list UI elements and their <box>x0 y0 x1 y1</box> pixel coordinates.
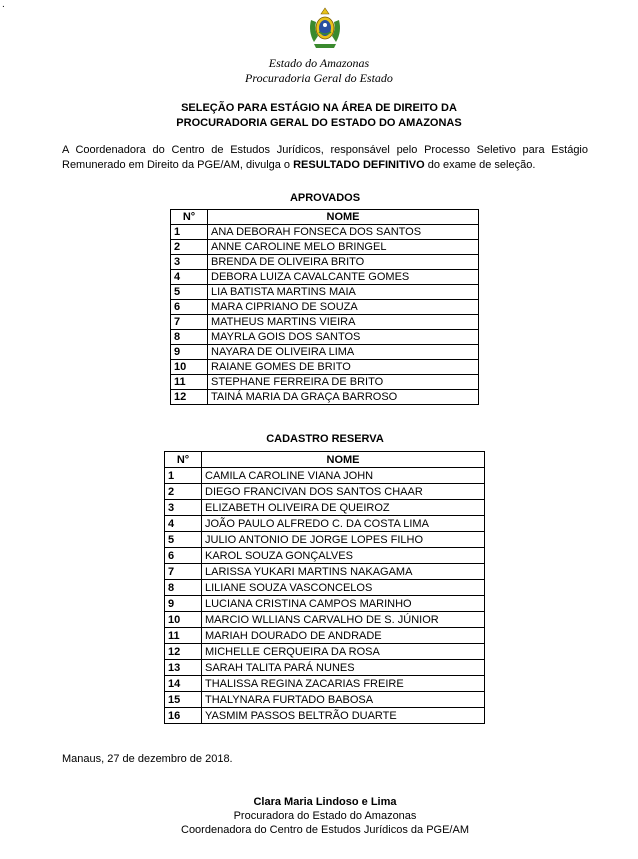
row-number: 5 <box>171 285 208 300</box>
title-line-2: PROCURADORIA GERAL DO ESTADO DO AMAZONAS <box>176 117 462 129</box>
table-row <box>165 532 485 548</box>
table-row <box>165 484 485 500</box>
row-name: LIA BATISTA MARTINS MAIA <box>208 285 479 300</box>
row-name: LILIANE SOUZA VASCONCELOS <box>202 580 485 596</box>
row-name: MARIAH DOURADO DE ANDRADE <box>202 628 485 644</box>
row-number: 9 <box>171 345 208 360</box>
row-name: THALYNARA FURTADO BABOSA <box>202 692 485 708</box>
row-number: 4 <box>171 270 208 285</box>
table-row <box>165 644 485 660</box>
intro-text-after: do exame de seleção. <box>424 159 536 171</box>
column-header-number: N° <box>171 210 208 225</box>
signer-role-1: Procuradora do Estado do Amazonas <box>233 810 417 822</box>
signer-role-2: Coordenadora do Centro de Estudos Jurídicos da PGE/AM <box>181 824 469 836</box>
row-number: 6 <box>165 548 202 564</box>
row-name: MARCIO WLLIANS CARVALHO DE S. JÚNIOR <box>202 612 485 628</box>
table-row <box>171 270 479 285</box>
table-row <box>165 564 485 580</box>
document-title <box>0 101 638 131</box>
table-row <box>171 345 479 360</box>
row-name: JOÃO PAULO ALFREDO C. DA COSTA LIMA <box>202 516 485 532</box>
row-number: 3 <box>171 255 208 270</box>
row-number: 14 <box>165 676 202 692</box>
row-name: THALISSA REGINA ZACARIAS FREIRE <box>202 676 485 692</box>
state-coat-of-arms-icon <box>308 6 342 50</box>
agency-name: Procuradoria Geral do Estado <box>245 71 393 85</box>
row-number: 16 <box>165 708 202 724</box>
row-name: MAYRLA GOIS DOS SANTOS <box>208 330 479 345</box>
row-number: 6 <box>171 300 208 315</box>
row-number: 12 <box>171 390 208 405</box>
approved-table-body <box>171 225 479 405</box>
row-number: 13 <box>165 660 202 676</box>
row-number: 2 <box>165 484 202 500</box>
row-name: ANNE CAROLINE MELO BRINGEL <box>208 240 479 255</box>
place-and-date: Manaus, 27 de dezembro de 2018. <box>62 753 233 765</box>
table-header-row <box>165 452 485 468</box>
table-row <box>171 255 479 270</box>
row-name: TAINÁ MARIA DA GRAÇA BARROSO <box>208 390 479 405</box>
table-row <box>171 360 479 375</box>
row-name: CAMILA CAROLINE VIANA JOHN <box>202 468 485 484</box>
row-name: MICHELLE CERQUEIRA DA ROSA <box>202 644 485 660</box>
table-row <box>171 240 479 255</box>
row-number: 10 <box>171 360 208 375</box>
column-header-number: N° <box>165 452 202 468</box>
reserve-section-title: CADASTRO RESERVA <box>266 433 384 445</box>
row-name: YASMIM PASSOS BELTRÃO DUARTE <box>202 708 485 724</box>
title-line-1: SELEÇÃO PARA ESTÁGIO NA ÁREA DE DIREITO DA <box>181 102 457 114</box>
row-number: 8 <box>165 580 202 596</box>
row-name: SARAH TALITA PARÁ NUNES <box>202 660 485 676</box>
row-name: JULIO ANTONIO DE JORGE LOPES FILHO <box>202 532 485 548</box>
table-row <box>171 285 479 300</box>
row-name: MARA CIPRIANO DE SOUZA <box>208 300 479 315</box>
row-number: 8 <box>171 330 208 345</box>
approved-section-title: APROVADOS <box>289 192 361 204</box>
row-name: BRENDA DE OLIVEIRA BRITO <box>208 255 479 270</box>
table-row <box>165 596 485 612</box>
row-number: 3 <box>165 500 202 516</box>
row-name: LARISSA YUKARI MARTINS NAKAGAMA <box>202 564 485 580</box>
approved-table <box>170 209 479 405</box>
row-name: DIEGO FRANCIVAN DOS SANTOS CHAAR <box>202 484 485 500</box>
row-name: MATHEUS MARTINS VIEIRA <box>208 315 479 330</box>
row-number: 15 <box>165 692 202 708</box>
intro-text-before: A Coordenadora do Centro de Estudos Jurídicos, responsável pelo Processo Seletivo para Estágio Remunerado em Direito da PGE/AM, divulga o <box>62 144 588 171</box>
row-number: 11 <box>171 375 208 390</box>
table-row <box>165 708 485 724</box>
row-number: 11 <box>165 628 202 644</box>
row-name: KAROL SOUZA GONÇALVES <box>202 548 485 564</box>
table-row <box>165 516 485 532</box>
corner-mark: . <box>2 0 5 10</box>
table-row <box>165 468 485 484</box>
row-number: 7 <box>171 315 208 330</box>
table-row <box>165 612 485 628</box>
row-number: 2 <box>171 240 208 255</box>
reserve-table-body <box>165 468 485 724</box>
table-row <box>171 315 479 330</box>
row-number: 4 <box>165 516 202 532</box>
row-name: LUCIANA CRISTINA CAMPOS MARINHO <box>202 596 485 612</box>
row-number: 9 <box>165 596 202 612</box>
intro-text-bold: RESULTADO DEFINITIVO <box>293 159 425 171</box>
table-row <box>165 676 485 692</box>
table-row <box>165 500 485 516</box>
row-number: 5 <box>165 532 202 548</box>
row-name: ELIZABETH OLIVEIRA DE QUEIROZ <box>202 500 485 516</box>
row-number: 10 <box>165 612 202 628</box>
row-name: DEBORA LUIZA CAVALCANTE GOMES <box>208 270 479 285</box>
intro-paragraph <box>62 143 588 173</box>
row-number: 7 <box>165 564 202 580</box>
table-row <box>171 300 479 315</box>
signer-name: Clara Maria Lindoso e Lima <box>253 796 397 808</box>
table-row <box>171 225 479 240</box>
signature-block <box>0 795 638 837</box>
table-row <box>171 375 479 390</box>
row-number: 1 <box>171 225 208 240</box>
table-header-row <box>171 210 479 225</box>
table-row <box>165 628 485 644</box>
row-name: STEPHANE FERREIRA DE BRITO <box>208 375 479 390</box>
row-name: NAYARA DE OLIVEIRA LIMA <box>208 345 479 360</box>
table-row <box>165 548 485 564</box>
table-row <box>165 580 485 596</box>
table-row <box>165 660 485 676</box>
row-number: 12 <box>165 644 202 660</box>
reserve-table <box>164 451 485 724</box>
table-row <box>165 692 485 708</box>
row-name: RAIANE GOMES DE BRITO <box>208 360 479 375</box>
row-number: 1 <box>165 468 202 484</box>
state-name: Estado do Amazonas <box>268 56 370 70</box>
table-row <box>171 390 479 405</box>
column-header-name: NOME <box>208 210 479 225</box>
row-name: ANA DEBORAH FONSECA DOS SANTOS <box>208 225 479 240</box>
table-row <box>171 330 479 345</box>
column-header-name: NOME <box>202 452 485 468</box>
